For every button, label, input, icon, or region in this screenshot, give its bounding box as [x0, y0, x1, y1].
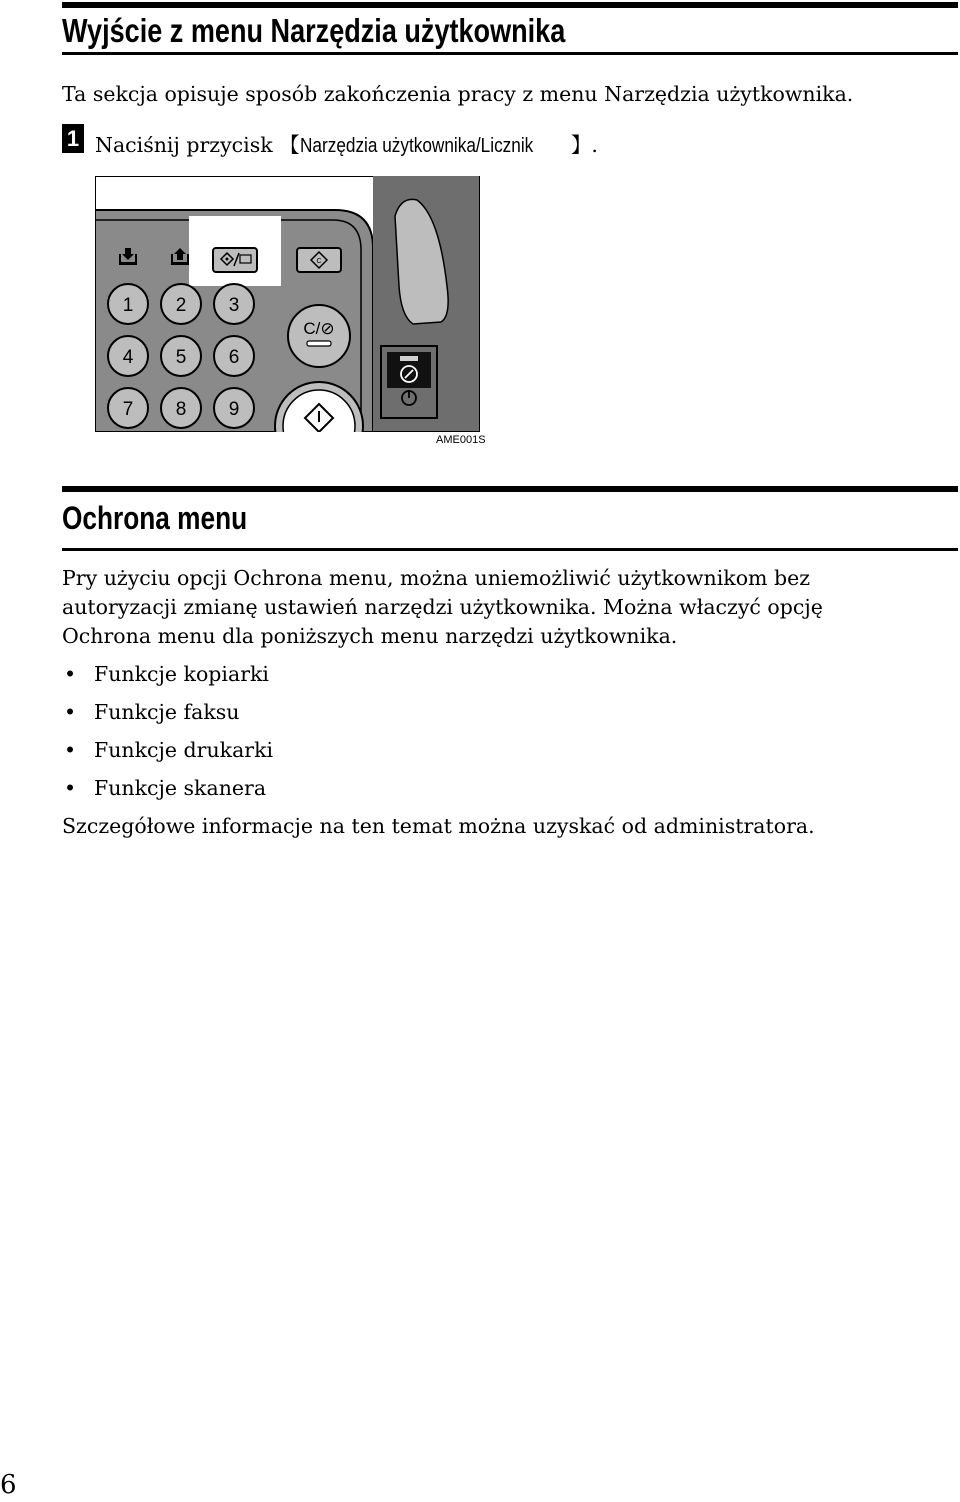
- figure-code: AME001S: [436, 434, 486, 446]
- list-item: • Funkcje faksu: [62, 698, 273, 736]
- keypad-key-4: [108, 336, 148, 376]
- check-modes-key-icon: [297, 248, 341, 272]
- intro-text: Ta sekcja opisuje sposób zakończenia pracy z menu Narzędzia użytkownika.: [62, 82, 854, 106]
- list-item: • Funkcje skanera: [62, 774, 273, 812]
- bracket-open: 【: [279, 133, 300, 157]
- feature-list: [62, 660, 273, 812]
- keypad-key-6: [214, 336, 254, 376]
- step-instruction: [95, 128, 598, 158]
- control-panel-illustration: [95, 176, 480, 432]
- clear-stop-key-icon: [288, 305, 350, 367]
- body-line-3: Ochrona menu dla poniższych menu narzędzi użytkownika.: [62, 624, 678, 648]
- keypad-key-5: [161, 336, 201, 376]
- key-name: Narzędzia użytkownika/Licznik: [299, 135, 533, 157]
- keypad-key-2: [161, 284, 201, 324]
- keypad-digit: 6: [228, 347, 240, 368]
- keypad-digit: 9: [228, 399, 240, 420]
- list-item: • Funkcje kopiarki: [62, 660, 273, 698]
- keypad-key-8: [161, 388, 201, 428]
- heading-underline: [62, 52, 958, 55]
- section-heading: Wyjście z menu Narzędzia użytkownika: [62, 12, 566, 49]
- clear-stop-label: C/⊘: [303, 319, 335, 338]
- bracket-close: 】: [570, 133, 592, 157]
- keypad-key-7: [108, 388, 148, 428]
- footer-note: Szczegółowe informacje na ten temat można uzyskać od administratora.: [62, 814, 815, 838]
- keypad-digit: 8: [175, 399, 187, 420]
- user-tools-counter-key-icon: [213, 248, 257, 272]
- step-text: Naciśnij przycisk: [95, 133, 280, 157]
- body-line-2: autoryzacji zmianę ustawień narzędzi użytkownika. Można właczyć opcję: [62, 595, 823, 619]
- list-item: • Funkcje drukarki: [62, 736, 273, 774]
- keypad-digit: 5: [175, 347, 187, 368]
- step-number: 1: [62, 124, 84, 153]
- subsection-heading: Ochrona menu: [62, 500, 248, 536]
- keypad-digit: 4: [122, 347, 134, 368]
- keypad-key-9: [214, 388, 254, 428]
- keypad-digit: 2: [175, 295, 187, 316]
- keypad-key-3: [214, 284, 254, 324]
- top-rule: [62, 2, 958, 8]
- svg-text:C: C: [316, 258, 322, 265]
- keypad-key-1: [108, 284, 148, 324]
- subsection-underline: [62, 548, 958, 551]
- numeric-keypad: [108, 284, 254, 428]
- body-line-1: Pry użyciu opcji Ochrona menu, można uniemożliwić użytkownikom bez: [62, 566, 811, 590]
- page-number: 6: [0, 1470, 17, 1500]
- keypad-digit: 7: [122, 399, 134, 420]
- keypad-digit: 1: [122, 295, 134, 316]
- keypad-digit: 3: [228, 295, 240, 316]
- section2-top-rule: [62, 486, 958, 492]
- step-end: .: [591, 133, 598, 157]
